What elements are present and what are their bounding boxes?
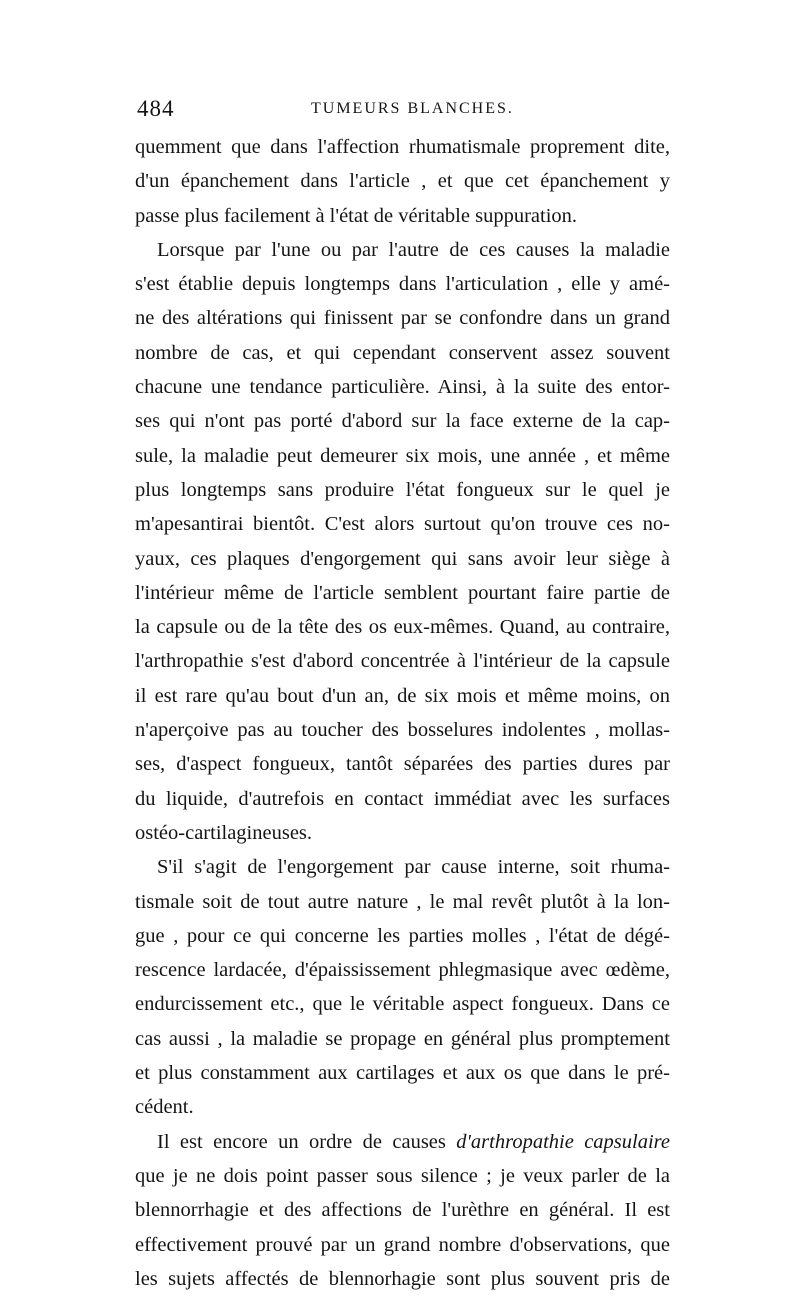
text-line: n'aperçoive pas au toucher des bosselures indolentes , mollas- — [135, 719, 670, 742]
text-line: les sujets affectés de blennorhagie sont plus souvent pris de — [135, 1267, 670, 1290]
page-header — [137, 96, 669, 126]
text-line: ses qui n'ont pas porté d'abord sur la face externe de la cap- — [135, 410, 670, 433]
text-line: S'il s'agit de l'engorgement par cause interne, soit rhuma- — [157, 856, 670, 879]
text-line: l'intérieur même de l'article semblent pourtant faire partie de — [135, 581, 670, 604]
text-line: d'un épanchement dans l'article , et que cet épanchement y — [135, 170, 670, 193]
text-line: plus longtemps sans produire l'état fongueux sur le quel je — [135, 478, 670, 501]
text-line: sule, la maladie peut demeurer six mois, une année , et même — [135, 444, 670, 467]
text-line: nombre de cas, et qui cependant conservent assez souvent — [135, 341, 670, 364]
text-line: ses, d'aspect fongueux, tantôt séparées des parties dures par — [135, 753, 670, 776]
text-line — [135, 1125, 670, 1159]
running-title: TUMEURS BLANCHES. — [311, 100, 514, 117]
text-line: et plus constamment aux cartilages et aux os que dans le pré- — [135, 1062, 670, 1085]
text-line: que je ne dois point passer sous silence ; je veux parler de la — [135, 1164, 670, 1187]
text-line: cas aussi , la maladie se propage en général plus promptement — [135, 1027, 670, 1050]
text-line: rescence lardacée, d'épaississement phlegmasique avec œdème, — [135, 959, 670, 982]
text-line: l'arthropathie s'est d'abord concentrée à l'intérieur de la capsule — [135, 650, 670, 673]
text-line: quemment que dans l'affection rhumatismale proprement dite, — [135, 136, 670, 158]
text-line: Lorsque par l'une ou par l'autre de ces causes la maladie — [157, 238, 670, 261]
text-line: endurcissement etc., que le véritable aspect fongueux. Dans ce — [135, 993, 670, 1016]
text-line: tismale soit de tout autre nature , le mal revêt plutôt à la lon- — [135, 890, 670, 913]
text-line: ne des altérations qui finissent par se confondre dans un grand — [135, 307, 670, 330]
text-line: m'apesantirai bientôt. C'est alors surtout qu'on trouve ces no- — [135, 513, 670, 536]
text-segment: Il est encore un ordre de causes — [157, 1130, 457, 1153]
body-text — [135, 130, 670, 1296]
text-line: du liquide, d'autrefois en contact immédiat avec les surfaces — [135, 787, 670, 810]
text-line: passe plus facilement à l'état de véritable suppuration. — [135, 204, 578, 227]
text-line: cédent. — [135, 1096, 194, 1119]
text-line: chacune une tendance particulière. Ainsi, à la suite des entor- — [135, 376, 670, 399]
italic-term: d'arthropathie capsulaire — [456, 1130, 670, 1153]
text-line: s'est établie depuis longtemps dans l'articulation , elle y amé- — [135, 273, 670, 296]
text-line: il est rare qu'au bout d'un an, de six mois et même moins, on — [135, 684, 670, 707]
text-line: gue , pour ce qui concerne les parties molles , l'état de dégé- — [135, 924, 670, 947]
text-line: effectivement prouvé par un grand nombre d'observations, que — [135, 1233, 670, 1256]
text-line: la capsule ou de la tête des os eux-mêmes. Quand, au contraire, — [135, 616, 670, 639]
page-number: 484 — [137, 96, 175, 121]
text-line: ostéo-cartilagineuses. — [135, 821, 313, 844]
text-line: yaux, ces plaques d'engorgement qui sans avoir leur siège à — [135, 547, 670, 570]
text-line: blennorrhagie et des affections de l'urèthre en général. Il est — [135, 1199, 670, 1222]
